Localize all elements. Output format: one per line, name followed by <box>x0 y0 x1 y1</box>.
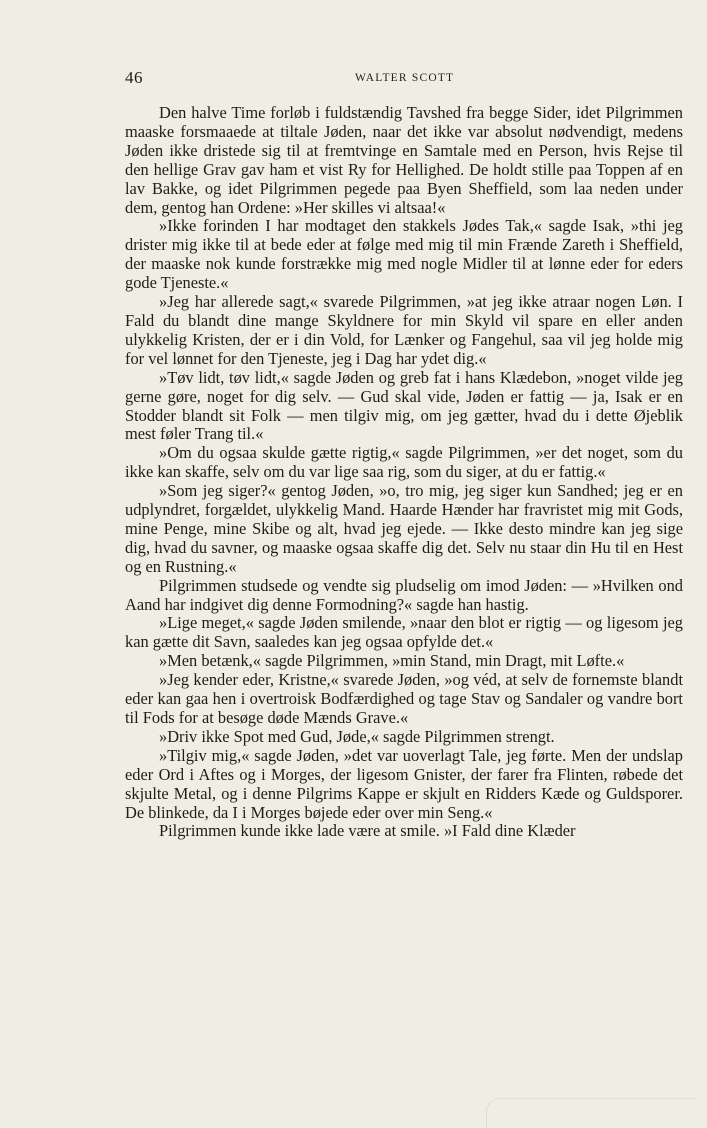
paragraph: »Lige meget,« sagde Jøden smilende, »naar den blot er rigtig — og ligesom jeg kan gætte dit Savn, saaledes kan jeg ogsaa opfylde det.« <box>125 613 683 652</box>
paragraph: »Jeg har allerede sagt,« svarede Pilgrimmen, »at jeg ikke atraar nogen Løn. I Fald du blandt dine mange Skyldnere for min Skyld vil spare en eller anden ulykkelig Kristen, der er i din Vold, for Lænker og Fangehul, saa vil jeg holde mig for vel lønnet for den Tjeneste, jeg i Dag har ydet dig.« <box>125 292 683 368</box>
body-text <box>125 104 683 841</box>
paragraph: Pilgrimmen studsede og vendte sig pludselig om imod Jøden: — »Hvilken ond Aand har indgivet dig denne Formodning?« sagde han hastig. <box>125 575 683 614</box>
page-number: 46 <box>125 68 143 87</box>
paragraph: »Om du ogsaa skulde gætte rigtig,« sagde Pilgrimmen, »er det noget, som du ikke kan skaffe, selv om du var lige saa rig, som du siger, at du er fattig.« <box>125 443 683 482</box>
paragraph: »Tilgiv mig,« sagde Jøden, »det var uoverlagt Tale, jeg førte. Men der undslap eder Ord i Aftes og i Morges, der ligesom Gnister, der farer fra Flinten, røbede det skjulte Metal, og i denne Pilgrims Kappe er skjult en Ridders Kæde og Guldsporer. De blinkede, da I i Morges bøjede eder over min Seng.« <box>125 745 683 822</box>
paragraph: »Ikke forinden I har modtaget den stakkels Jødes Tak,« sagde Isak, »thi jeg drister mig ikke til at bede eder at følge med mig til min Frænde Zareth i Sheffield, der maaske nok kunde forstrække mig med nogle Midler til at lønne eder for eders gode Tjeneste.« <box>125 216 683 293</box>
paragraph: »Som jeg siger?« gentog Jøden, »o, tro mig, jeg siger kun Sandhed; jeg er en udplyndret, forgældet, ulykkelig Mand. Haarde Hænder har fravristet mig mit Gods, mine Penge, mine Skibe og alt, hvad jeg ejede. — Ikke desto mindre kan jeg sige dig, hvad du savner, og maaske ogsaa skaffe dig det. Selv nu staar din Hu til en Hest og en Rustning.« <box>125 481 683 576</box>
paragraph: »Tøv lidt, tøv lidt,« sagde Jøden og greb fat i hans Klædebon, »noget vilde jeg gerne gøre, noget for dig selv. — Gud skal vide, Jøden er fattig — ja, Isak er en Stodder blandt sit Folk — men tilgiv mig, om jeg gætter, hvad du i dette Øjeblik mest føler Trang til.« <box>125 367 683 444</box>
paragraph: Den halve Time forløb i fuldstændig Tavshed fra begge Sider, idet Pilgrimmen maaske forsmaaede at tiltale Jøden, naar det ikke var absolut nødvendigt, medens Jøden ikke dristede sig til at fremtvinge en Samtale med en Person, hvis Rejse til den hellige Grav gav ham et vist Ry for Hellighed. De holdt stille paa Toppen af en lav Bakke, og idet Pilgrimmen pegede paa Byen Sheffield, som laa neden under dem, gentog han Ordene: »Her skilles vi altsaa!« <box>125 103 683 217</box>
page-corner-mark <box>486 1098 697 1128</box>
paragraph: »Driv ikke Spot med Gud, Jøde,« sagde Pilgrimmen strengt. <box>159 726 555 746</box>
page-header <box>125 68 683 92</box>
paragraph: »Jeg kender eder, Kristne,« svarede Jøden, »og véd, at selv de fornemste blandt eder kan gaa hen i overtroisk Bodfærdighed og tage Stav og Sandaler og vandre bort til Fods for at besøge døde Mænds Grave.« <box>125 670 683 727</box>
paragraph: »Men betænk,« sagde Pilgrimmen, »min Stand, min Dragt, mit Løfte.« <box>159 651 625 671</box>
paragraph: Pilgrimmen kunde ikke lade være at smile. »I Fald dine Klæder <box>159 821 576 841</box>
running-head: WALTER SCOTT <box>355 72 455 84</box>
